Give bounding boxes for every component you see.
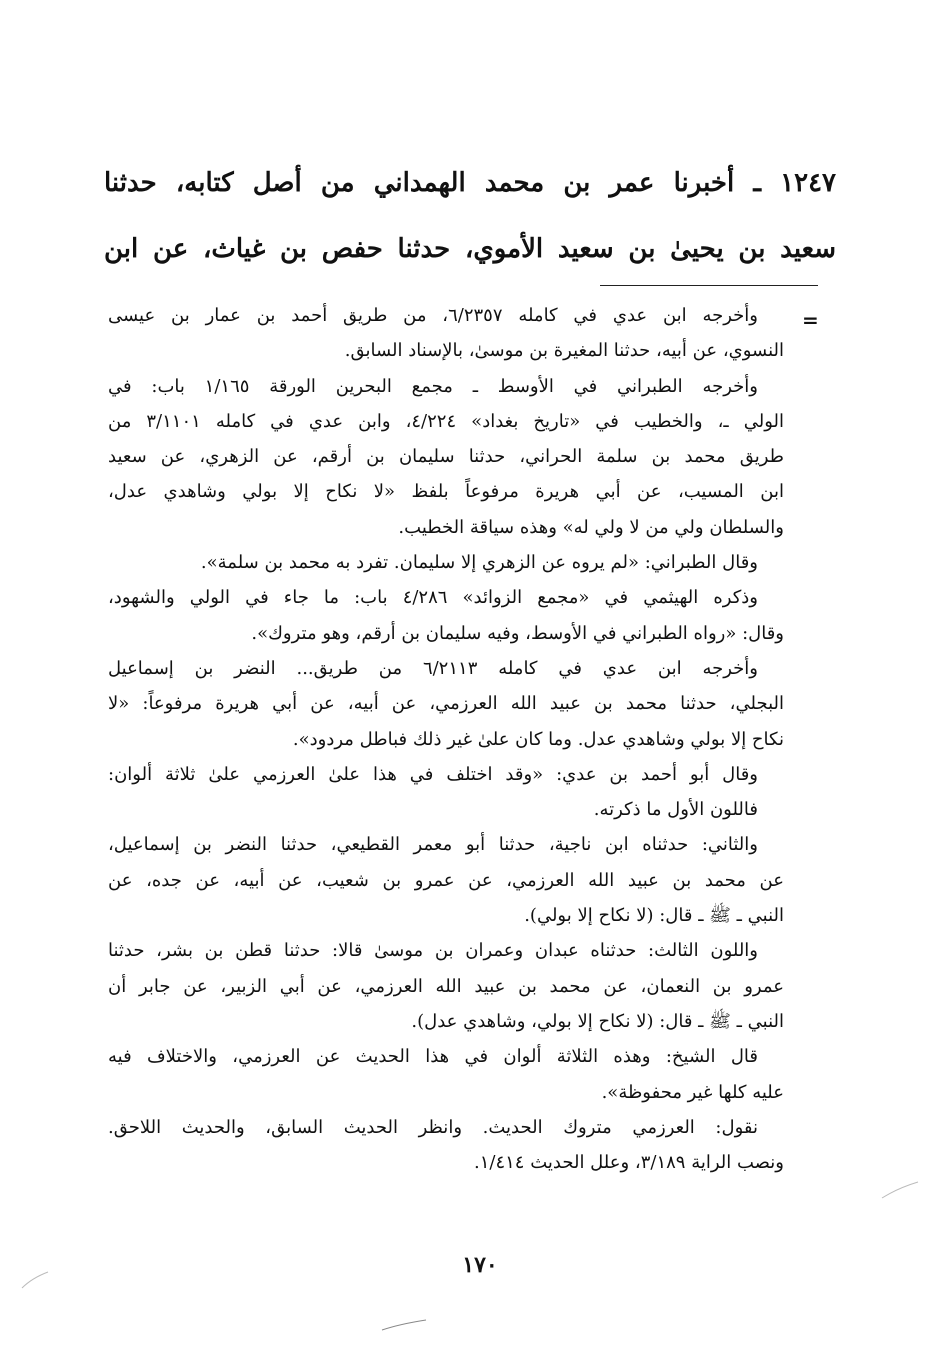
scan-mark (880, 1180, 920, 1200)
page-number: ١٧٠ (462, 1252, 498, 1278)
scan-mark (20, 1270, 50, 1290)
footnote-line: واللون الثالث: حدثناه عبدان وعمران بن موسىٰ قالا: حدثنا قطن بن بشر، حدثنا (108, 940, 758, 962)
footnote-line: وقال الطبراني: «لم يروه عن الزهري إلا سليمان. تفرد به محمد بن سلمة». (200, 552, 758, 574)
footnote-line: ونصب الراية ٣/١٨٩، وعلل الحديث ١/٤١٤. (474, 1152, 784, 1174)
footnote-line: عليه كلها غير محفوظة». (601, 1081, 784, 1103)
footnote-line: النبي ـ ﷺ ـ قال: (لا نكاح إلا بولي). (524, 905, 784, 927)
footnote-line: وذكره الهيثمي في «مجمع الزوائد» ٤/٢٨٦ باب: ما جاء في الولي والشهود، (108, 587, 758, 609)
footnote-line: عن محمد بن عبيد الله العرزمي، عن عمرو بن شعيب، عن أبيه، عن جده، عن (108, 869, 784, 891)
footnote-line: والثاني: حدثناه ابن ناجية، حدثنا أبو معمر القطيعي، حدثنا النضر بن إسماعيل، (108, 834, 758, 856)
footnote-line: فاللون الأول ما ذكرته. (593, 799, 758, 821)
footnote-line: نكاح إلا بولي وشاهدي عدل. وما كان علىٰ غير ذلك فباطل مردود». (292, 728, 784, 750)
footnote-line: وقال: «رواه الطبراني في الأوسط، وفيه سليمان بن أرقم، وهو متروك». (251, 622, 784, 644)
footnotes-block (108, 298, 784, 1180)
footnote-continuation-mark: = (802, 308, 819, 332)
footnote-line: النبي ـ ﷺ ـ قال: (لا نكاح إلا بولي، وشاهدي عدل). (411, 1010, 784, 1032)
footnote-line: النسوي، عن أبيه، حدثنا المغيرة بن موسىٰ، بالإسناد السابق. (344, 340, 784, 362)
footnote-line: طريق محمد بن سلمة الحراني، حدثنا سليمان بن أرقم، عن الزهري، عن سعيد (108, 446, 784, 468)
scan-mark (380, 1318, 430, 1332)
footnote-line: وأخرجه الطبراني في الأوسط ـ مجمع البحرين الورقة ١/١٦٥ باب: في (108, 375, 758, 397)
hadith-main-text (104, 150, 836, 282)
main-text-line: سعيد بن يحيىٰ بن سعيد الأموي، حدثنا حفص بن غياث، عن ابن (104, 234, 836, 264)
footnote-separator-rule (600, 285, 818, 286)
footnote-line: قال الشيخ: وهذه الثلاثة ألوان في هذا الحديث عن العرزمي، والاختلاف فيه (108, 1046, 758, 1068)
footnote-line: والسلطان ولي من لا ولي له» وهذه سياقة الخطيب. (398, 516, 784, 538)
footnote-line: وأخرجه ابن عدي في كامله ٦/٢١١٣ من طريق... النضر بن إسماعيل (108, 657, 759, 679)
footnote-line: الولي ـ، والخطيب في «تاريخ بغداد» ٤/٢٢٤، وابن عدي في كامله ٣/١١٠١ من (108, 410, 784, 432)
footnote-line: البجلي، حدثنا محمد بن عبيد الله العرزمي، عن أبيه، عن أبي هريرة مرفوعاً: «لا (108, 693, 784, 715)
footnote-line: وأخرجه ابن عدي في كامله ٦/٢٣٥٧، من طريق أحمد بن عمار بن عيسى (108, 305, 758, 326)
main-text-line: ١٢٤٧ ـ أخبرنا عمر بن محمد الهمداني من أصل كتابه، حدثنا (104, 168, 836, 198)
footnote-line: نقول: العرزمي متروك الحديث. وانظر الحديث السابق، والحديث اللاحق. (108, 1116, 758, 1138)
footnote-line: ابن المسيب، عن أبي هريرة مرفوعاً بلفظ «لا نكاح إلا بولي وشاهدي عدل، (108, 481, 784, 503)
footnote-line: وقال أبو أحمد بن عدي: «وقد اختلف في هذا علىٰ العرزمي علىٰ ثلاثة ألوان: (108, 763, 758, 785)
footnote-line: عمرو بن النعمان، عن محمد بن عبيد الله العرزمي، عن أبي الزبير، عن جابر أن (108, 975, 784, 997)
